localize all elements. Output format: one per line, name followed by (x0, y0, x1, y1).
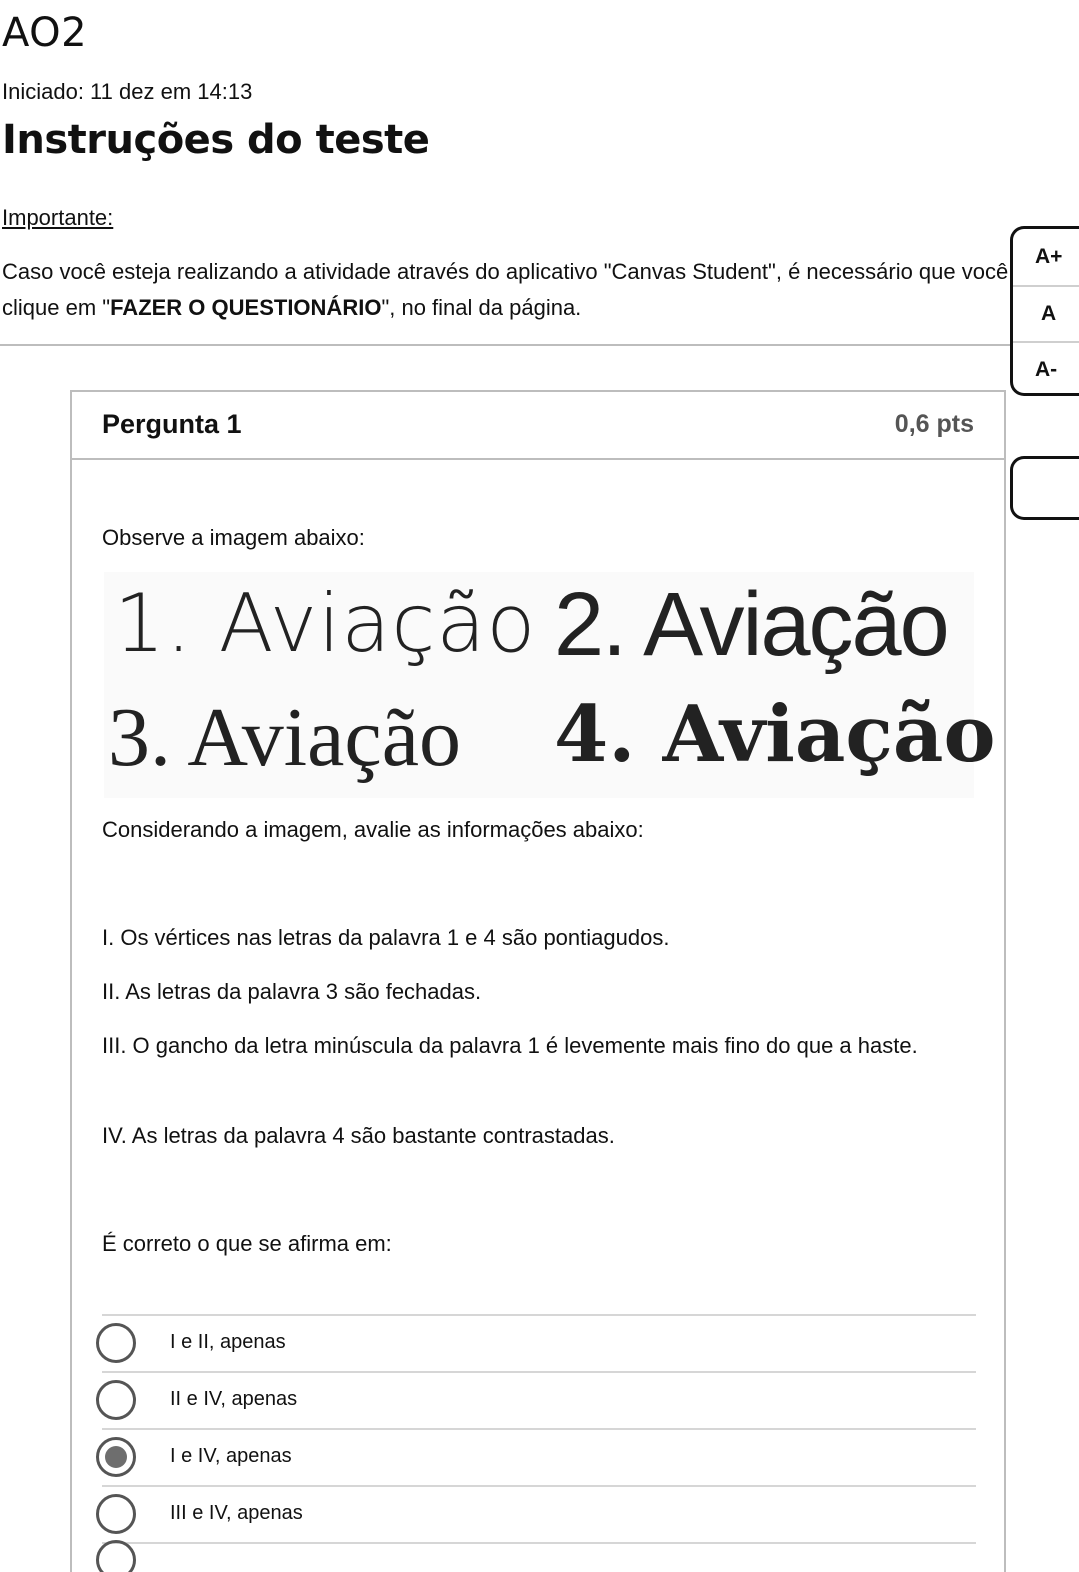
statement-1: I. Os vértices nas letras da palavra 1 e 4 são pontiagudos. (102, 925, 670, 950)
statement-3: III. O gancho da letra minúscula da palavra 1 é levemente mais fino do que a haste. (102, 1033, 918, 1058)
answer-list-end-divider (102, 1542, 976, 1544)
side-panel-button[interactable] (1010, 456, 1079, 520)
answer-option-2[interactable] (102, 1371, 976, 1428)
started-timestamp: Iniciado: 11 dez em 14:13 (2, 79, 253, 104)
font-increase-button[interactable]: A+ (1035, 245, 1063, 268)
font-default-button[interactable]: A (1013, 285, 1079, 341)
typography-image (104, 572, 996, 798)
image-word-1: 1. Aviação (114, 577, 537, 670)
answer-list (102, 1314, 976, 1544)
notice-container (0, 250, 1012, 330)
notice-part-1: Caso você esteja realizando a atividade através do aplicativo "Canvas Student", é necessário que você clique em " (2, 259, 1009, 320)
font-decrease-button[interactable]: A- (1013, 341, 1079, 397)
quiz-title: AO2 (2, 10, 88, 56)
statement-2: II. As letras da palavra 3 são fechadas. (102, 979, 482, 1004)
instructions-divider (0, 344, 1012, 346)
radio-button[interactable] (96, 1323, 136, 1363)
font-size-controls (1010, 226, 1079, 396)
radio-button-partial[interactable] (96, 1540, 136, 1572)
question-card (70, 390, 1006, 1572)
notice-text (2, 254, 1012, 326)
image-word-2: 2. Aviação (554, 575, 948, 675)
notice-bold-action: FAZER O QUESTIONÁRIO (110, 295, 382, 320)
image-word-4: 4. Aviação (554, 689, 996, 780)
answer-label: II e IV, apenas (170, 1388, 298, 1410)
important-label: Importante: (2, 205, 114, 230)
notice-part-2: ", no final da página. (381, 295, 582, 320)
answer-option-4[interactable] (102, 1485, 976, 1542)
answer-label: I e II, apenas (170, 1331, 286, 1353)
radio-button[interactable] (96, 1494, 136, 1534)
radio-button[interactable] (96, 1380, 136, 1420)
image-word-3: 3. Aviação (108, 691, 461, 784)
answer-label: III e IV, apenas (170, 1502, 303, 1524)
question-header (72, 392, 1004, 460)
question-prompt: Observe a imagem abaixo: (102, 525, 365, 550)
question-ask: É correto o que se afirma em: (102, 1231, 392, 1256)
question-name: Pergunta 1 (102, 409, 242, 439)
answer-label: I e IV, apenas (170, 1445, 292, 1467)
question-consider: Considerando a imagem, avalie as informações abaixo: (102, 817, 644, 842)
answer-option-1[interactable] (102, 1314, 976, 1371)
instructions-title: Instruções do teste (2, 117, 430, 163)
radio-button-selected[interactable] (96, 1437, 136, 1477)
question-points: 0,6 pts (894, 410, 974, 438)
answer-option-3[interactable] (102, 1428, 976, 1485)
statement-4: IV. As letras da palavra 4 são bastante contrastadas. (102, 1123, 615, 1148)
